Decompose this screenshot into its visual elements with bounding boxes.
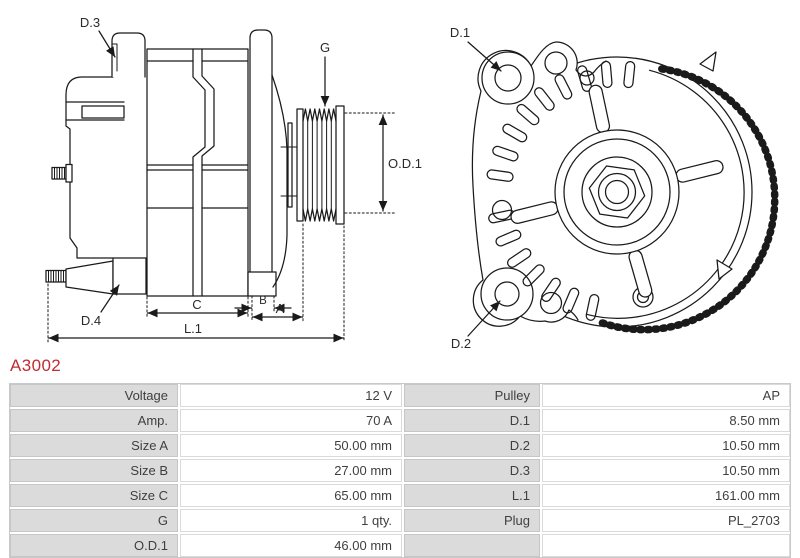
spec-label-cell	[404, 534, 540, 557]
spec-label-cell: Amp.	[10, 409, 178, 432]
spec-label-cell: Size A	[10, 434, 178, 457]
spec-value-cell: 10.50 mm	[542, 434, 790, 457]
dim-label-g: G	[319, 40, 331, 55]
spec-value-cell: 27.00 mm	[180, 459, 402, 482]
dim-label-d2: D.2	[450, 336, 472, 351]
spec-label-cell: Size B	[10, 459, 178, 482]
spec-label-cell: O.D.1	[10, 534, 178, 557]
spec-value-cell: 65.00 mm	[180, 484, 402, 507]
dim-label-a: A	[275, 301, 285, 316]
spec-value-cell: 46.00 mm	[180, 534, 402, 557]
part-number: A3002	[10, 356, 62, 375]
spec-value-cell: 10.50 mm	[542, 459, 790, 482]
spec-value-cell: 50.00 mm	[180, 434, 402, 457]
spec-value-cell: 70 A	[180, 409, 402, 432]
spec-label-cell: G	[10, 509, 178, 532]
spec-label-cell: D.2	[404, 434, 540, 457]
spec-value-cell: 1 qty.	[180, 509, 402, 532]
dim-label-od1: O.D.1	[388, 156, 422, 171]
dim-label-c: C	[192, 297, 202, 312]
spec-value-cell: 8.50 mm	[542, 409, 790, 432]
spec-label-cell: Size C	[10, 484, 178, 507]
spec-table	[9, 383, 791, 558]
dim-label-d4: D.4	[80, 313, 102, 328]
spec-value-cell	[542, 534, 790, 557]
spec-label-cell: D.3	[404, 459, 540, 482]
spec-label-cell: Voltage	[10, 384, 178, 407]
dim-label-l1: L.1	[183, 321, 203, 336]
dim-label-b: B	[259, 295, 267, 307]
spec-value-cell: 161.00 mm	[542, 484, 790, 507]
spec-label-cell: L.1	[404, 484, 540, 507]
spec-label-cell: Plug	[404, 509, 540, 532]
spec-value-cell: AP	[542, 384, 790, 407]
alternator-front-view	[472, 42, 774, 330]
spec-label-cell: D.1	[404, 409, 540, 432]
spec-label-cell: Pulley	[404, 384, 540, 407]
alternator-side-view	[46, 30, 344, 296]
spec-value-cell: PL_2703	[542, 509, 790, 532]
dim-label-d3: D.3	[79, 15, 101, 30]
dim-label-d1: D.1	[449, 25, 471, 40]
spec-value-cell: 12 V	[180, 384, 402, 407]
